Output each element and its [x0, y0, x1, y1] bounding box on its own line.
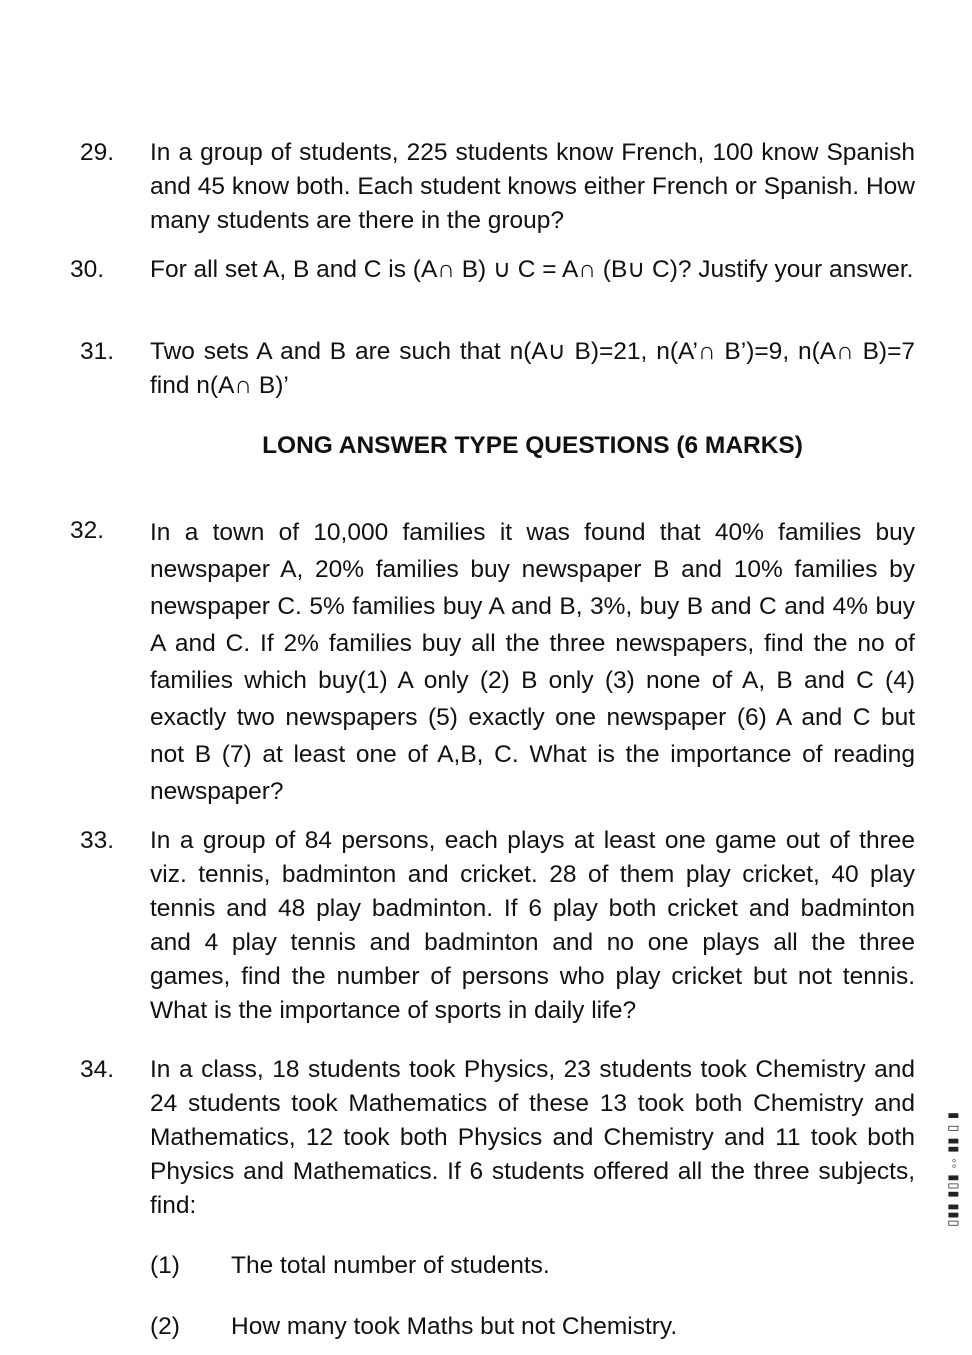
question-text: In a group of students, 225 students know French, 100 know Spanish and 45 know both. Each student knows either French or Spanish. How many students are there in the group?: [150, 139, 915, 234]
question-number: 29.: [80, 139, 115, 166]
question-text: In a class, 18 students took Physics, 23 students took Chemistry and 24 students took Mathematics of these 13 took both Chemistry and Mathematics, 12 took both Physics and Chemistry and 11 took both Physics and Mathematics. If 6 students offered all the three subjects, find:: [150, 1056, 915, 1219]
question-text: For all set A, B and C is (A∩ B) ∪ C = A∩ (B∪ C)? Justify your answer.: [150, 256, 914, 283]
question-text: In a town of 10,000 families it was found that 40% families buy newspaper A, 20% families buy newspaper B and 10% families by newspaper C. 5% families buy A and B, 3%, buy B and C and 4% buy A and C. If 2% families buy all the three newspapers, find the no of families which buy(1) A only (2) B only (3) none of A, B and C (4) exactly two newspapers (5) exactly one newspaper (6) A and C but not B (7) at least one of A,B, C. What is the importance of reading newspaper?: [150, 519, 915, 805]
question-text: Two sets A and B are such that n(A∪ B)=21, n(A’∩ B’)=9, n(A∩ B)=7 find n(A∩ B)’: [150, 338, 915, 399]
watermark-glyphs: ▮ ▯ ▮▮ ◦◦ ▮▯▮ ▮▮▯: [947, 1112, 962, 1228]
question-number: 32.: [70, 517, 105, 544]
question-number: 34.: [80, 1056, 115, 1083]
question-number: 30.: [70, 256, 105, 283]
section-heading: LONG ANSWER TYPE QUESTIONS (6 MARKS): [262, 432, 803, 459]
question-text: In a group of 84 persons, each plays at least one game out of three viz. tennis, badminton and cricket. 28 of them play cricket, 40 play tennis and 48 play badminton. If 6 play both cricket and badminton and 4 play tennis and badminton and no one plays all the three games, find the number of persons who play cricket but not tennis. What is the importance of sports in daily life?: [150, 827, 915, 1024]
sub-part-label: (1): [150, 1252, 180, 1279]
side-watermark: [935, 1112, 965, 1287]
sub-part-text: How many took Maths but not Chemistry.: [231, 1313, 678, 1340]
question-number: 31.: [80, 338, 115, 365]
question-number: 33.: [80, 827, 115, 854]
sub-part-label: (2): [150, 1313, 180, 1340]
sub-part-text: The total number of students.: [231, 1252, 550, 1279]
